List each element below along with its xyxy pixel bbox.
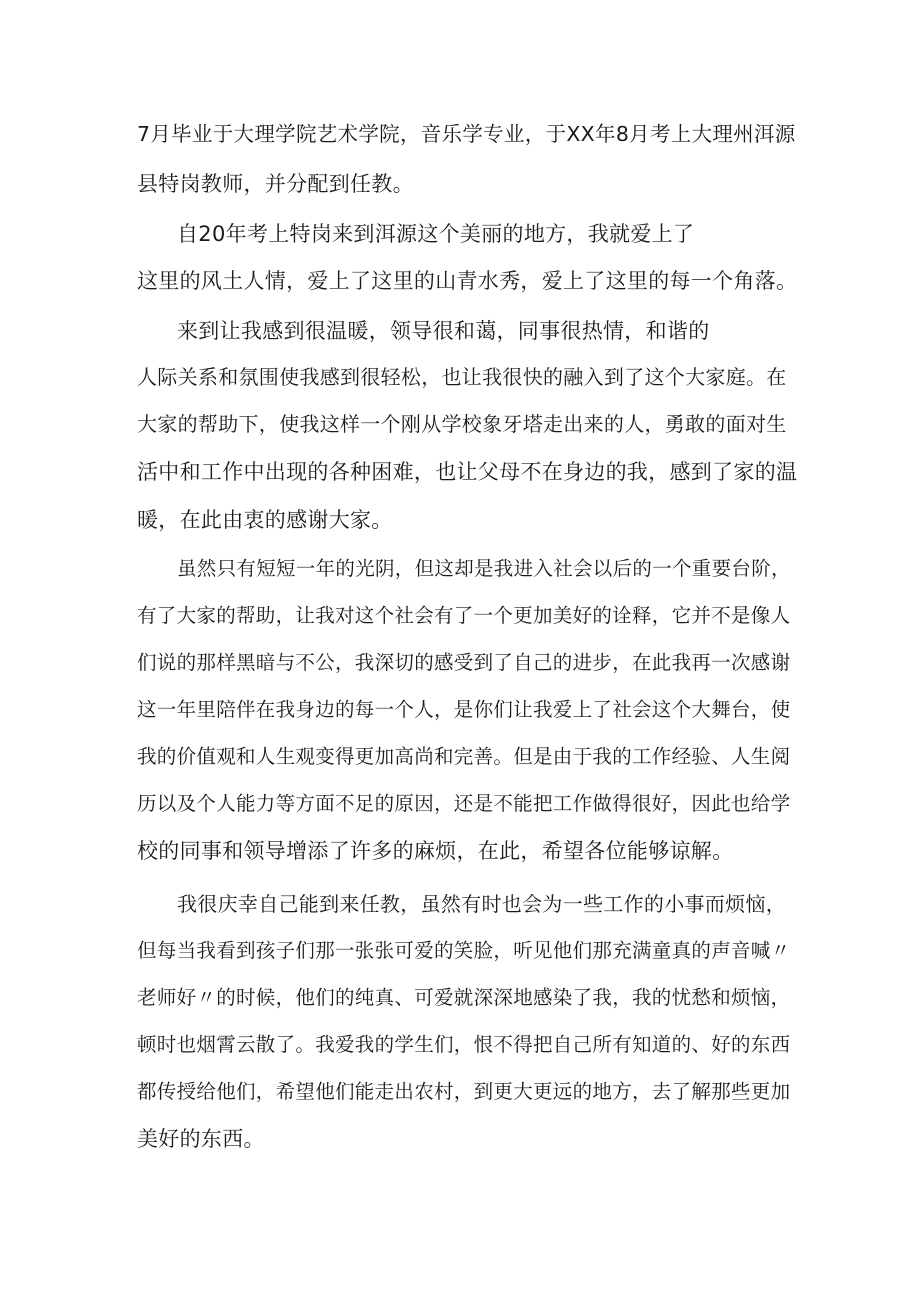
text-line: 老师好〃的时候，他们的纯真、可爱就深深地感染了我，我的忧愁和烦恼， xyxy=(137,986,791,1009)
text-line: 自20年考上特岗来到洱源这个美丽的地方，我就爱上了 xyxy=(177,222,695,246)
text-line: 顿时也烟霄云散了。我爱我的学生们，恨不得把自己所有知道的、好的东西 xyxy=(137,1033,791,1056)
text-line: 历以及个人能力等方面不足的原因，还是不能把工作做得很好，因此也给学 xyxy=(137,792,791,815)
text-line: 们说的那样黑暗与不公，我深切的感受到了自己的进步，在此我再一次感谢 xyxy=(137,651,791,674)
text-line: 这里的风土人情，爱上了这里的山青水秀，爱上了这里的每一个角落。 xyxy=(137,269,798,293)
text-line: 来到让我感到很温暖，领导很和蔼，同事很热情，和谐的 xyxy=(177,319,710,343)
text-line: 虽然只有短短一年的光阴，但这却是我进入社会以后的一个重要台阶， xyxy=(177,557,791,580)
text-line: 7月毕业于大理学院艺术学院，音乐学专业，于XX年8月考上大理州洱源 xyxy=(137,122,796,146)
text-line: 但每当我看到孩子们那一张张可爱的笑脸，听见他们那充满童真的声音喊〃 xyxy=(137,939,791,962)
text-line: 都传授给他们，希望他们能走出农村，到更大更远的地方，去了解那些更加 xyxy=(137,1080,791,1103)
text-line: 我很庆幸自己能到来任教，虽然有时也会为一些工作的小事而烦恼， xyxy=(177,892,786,916)
text-line: 暖，在此由衷的感谢大家。 xyxy=(137,508,393,532)
text-line: 人际关系和氛围使我感到很轻松，也让我很快的融入到了这个大家庭。在 xyxy=(137,365,787,389)
text-line: 美好的东西。 xyxy=(137,1127,265,1151)
text-line: 活中和工作中出现的各种困难，也让父母不在身边的我，感到了家的温 xyxy=(137,460,798,484)
text-line: 有了大家的帮助，让我对这个社会有了一个更加美好的诠释，它并不是像人 xyxy=(137,604,791,627)
text-line: 这一年里陪伴在我身边的每一个人，是你们让我爱上了社会这个大舞台，使 xyxy=(137,698,791,721)
text-line: 校的同事和领导增添了许多的麻烦，在此，希望各位能够谅解。 xyxy=(137,839,734,863)
text-line: 大家的帮助下，使我这样一个刚从学校象牙塔走出来的人，勇敢的面对生 xyxy=(137,412,787,436)
text-line: 我的价值观和人生观变得更加高尚和完善。但是由于我的工作经验、人生阅 xyxy=(137,745,791,768)
text-line: 县特岗教师，并分配到任教。 xyxy=(137,172,414,196)
